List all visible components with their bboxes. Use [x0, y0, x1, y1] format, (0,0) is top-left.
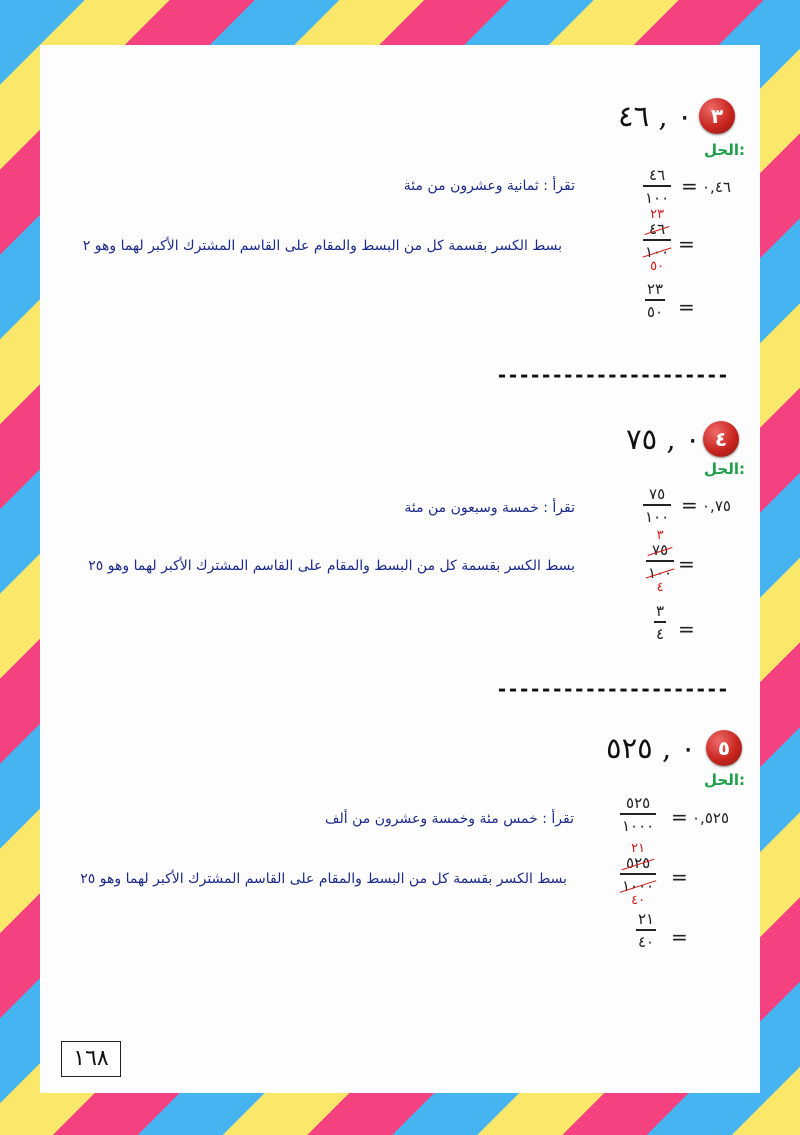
simplification-fraction: [620, 842, 656, 907]
decimal-value: ٠,٧٥: [702, 497, 731, 515]
reading-text: تقرأ : خمس مئة وخمسة وعشرون من ألف: [325, 811, 574, 827]
reduced-numerator: ٣: [656, 528, 664, 543]
decimal-value: ٠,٤٦: [702, 178, 731, 196]
fraction-denominator: ١٠٠: [643, 185, 671, 206]
crossed-denominator: ١٠٠: [648, 564, 673, 582]
equals-sign: =: [678, 552, 695, 576]
fraction-denominator: ١٠٠: [643, 504, 671, 525]
result-fraction: [636, 911, 656, 950]
reduced-numerator: ٢١: [631, 841, 646, 856]
equals-sign: =: [681, 493, 698, 517]
result-fraction: [654, 603, 666, 642]
equals-sign: =: [671, 925, 688, 949]
reduced-denominator: ٤٠: [631, 893, 646, 908]
solution-label: الحل:: [704, 771, 745, 789]
fraction-numerator: ٧٥: [649, 485, 666, 503]
result-numerator: ٢٣: [647, 280, 664, 298]
equals-sign: =: [678, 232, 695, 256]
fraction: [620, 795, 656, 834]
page-number: ١٦٨: [61, 1041, 121, 1077]
decimal-value: ٠,٥٢٥: [692, 809, 729, 827]
result-numerator: ٣: [656, 602, 665, 620]
fraction-numerator: ٥٢٥: [626, 794, 651, 812]
section-separator: ---------------------: [496, 677, 728, 701]
crossed-denominator: ١٠٠: [645, 243, 670, 261]
crossed-numerator: ٥٢٥: [626, 854, 651, 872]
problem-number-badge: ٥: [706, 730, 742, 766]
crossed-numerator: ٧٥: [652, 541, 669, 559]
section-separator: ---------------------: [496, 363, 728, 387]
simplify-text: بسط الكسر بقسمة كل من البسط والمقام على القاسم المشترك الأكبر لهما وهو ٢٥: [88, 558, 575, 574]
reduced-denominator: ٥٠: [650, 259, 665, 274]
result-denominator: ٤: [654, 621, 666, 642]
solution-label: الحل:: [704, 460, 745, 478]
reduced-numerator: ٢٣: [650, 207, 665, 222]
problem-value: ٠ , ٧٥: [626, 422, 701, 456]
simplification-fraction: [646, 529, 674, 594]
result-fraction: [645, 281, 665, 320]
crossed-numerator: ٤٦: [649, 220, 666, 238]
equals-sign: =: [671, 865, 688, 889]
fraction-numerator: ٤٦: [649, 166, 666, 184]
solution-label: الحل:: [704, 141, 745, 159]
result-denominator: ٤٠: [636, 929, 656, 950]
equals-sign: =: [671, 805, 688, 829]
equals-sign: =: [678, 295, 695, 319]
fraction: [643, 486, 671, 525]
problem-number-badge: ٤: [703, 421, 739, 457]
simplification-fraction: [643, 208, 671, 273]
crossed-denominator: ١٠٠٠: [622, 877, 655, 895]
equals-sign: =: [678, 617, 695, 641]
simplify-text: بسط الكسر بقسمة كل من البسط والمقام على القاسم المشترك الأكبر لهما وهو ٢: [82, 238, 562, 254]
result-numerator: ٢١: [638, 910, 655, 928]
reading-text: تقرأ : خمسة وسبعون من مئة: [404, 500, 575, 516]
reduced-denominator: ٤: [656, 580, 664, 595]
problem-value: ٠ , ٥٢٥: [606, 731, 696, 765]
problem-value: ٠ , ٤٦: [618, 99, 693, 133]
worksheet-page: [40, 45, 760, 1093]
result-denominator: ٥٠: [645, 299, 665, 320]
fraction: [643, 167, 671, 206]
simplify-text: بسط الكسر بقسمة كل من البسط والمقام على القاسم المشترك الأكبر لهما وهو ٢٥: [80, 871, 567, 887]
problem-number-badge: ٣: [699, 98, 735, 134]
equals-sign: =: [681, 174, 698, 198]
fraction-denominator: ١٠٠٠: [620, 813, 656, 834]
reading-text: تقرأ : ثمانية وعشرون من مئة: [403, 178, 575, 194]
